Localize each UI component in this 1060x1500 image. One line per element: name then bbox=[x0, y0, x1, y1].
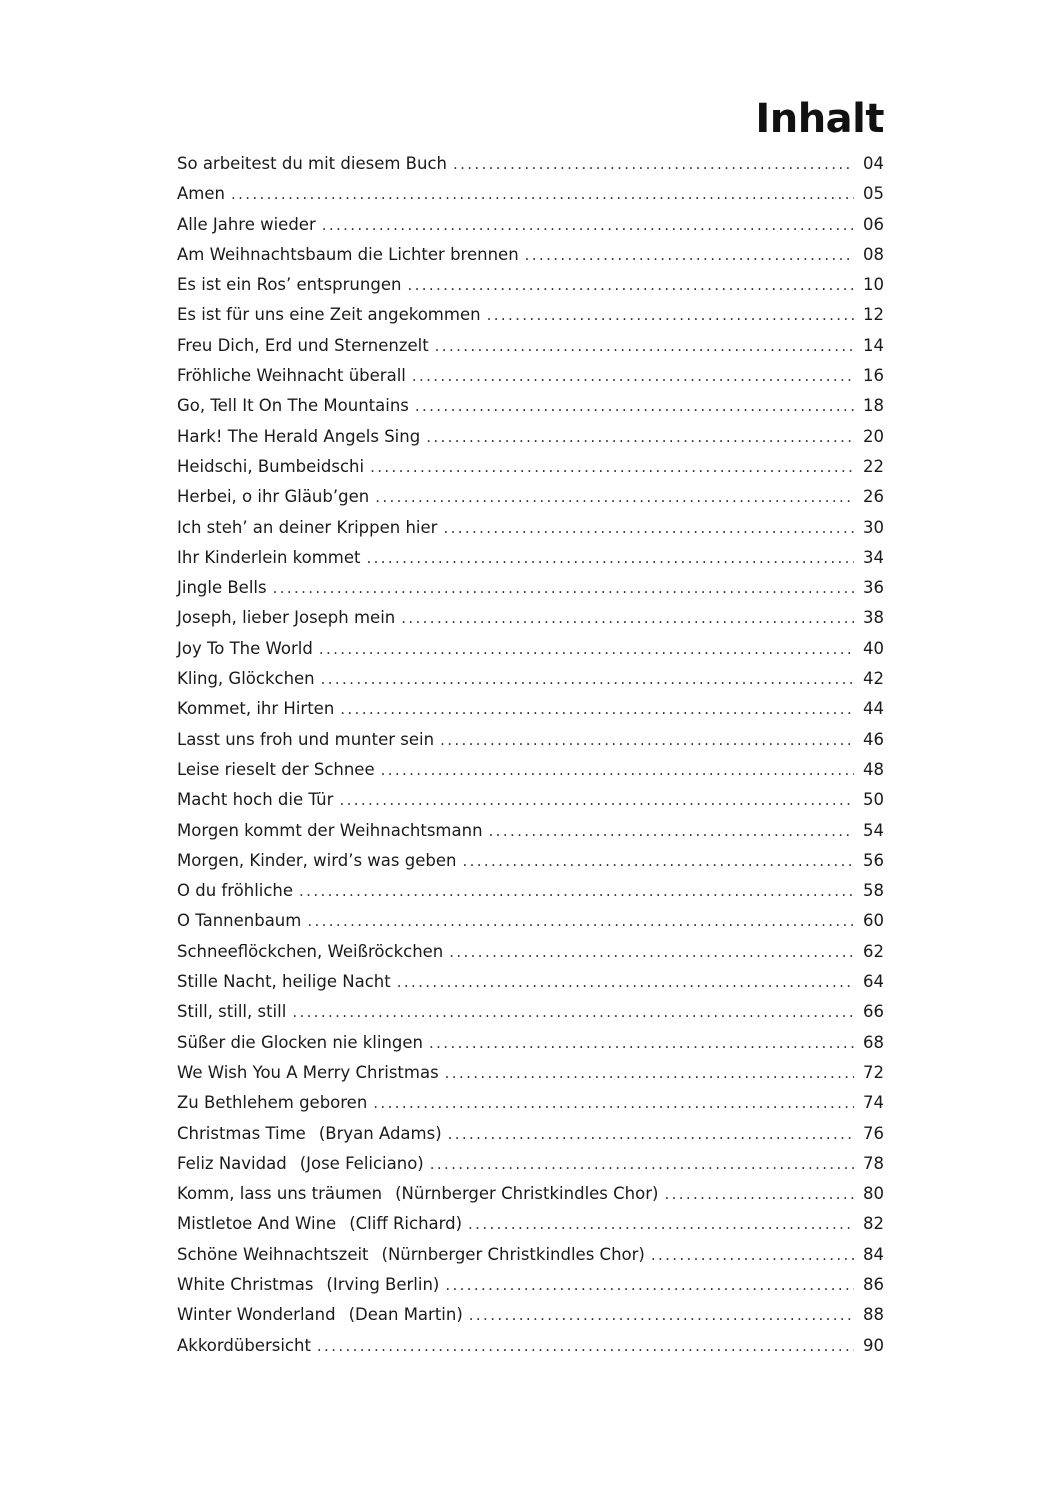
dot-leader bbox=[373, 1088, 854, 1118]
entry-page-number: 34 bbox=[863, 547, 884, 567]
toc-entry bbox=[177, 482, 884, 512]
toc-entry bbox=[177, 846, 884, 876]
entry-page-number: 64 bbox=[863, 972, 884, 992]
entry-page-number: 76 bbox=[863, 1123, 884, 1143]
toc-entry bbox=[177, 300, 884, 330]
dot-leader bbox=[231, 179, 854, 209]
toc-entry bbox=[177, 694, 884, 724]
toc-entry bbox=[177, 876, 884, 906]
toc-entry bbox=[177, 513, 884, 543]
toc-entry bbox=[177, 391, 884, 421]
entry-page-number: 20 bbox=[863, 426, 884, 446]
entry-page-number: 44 bbox=[863, 699, 884, 719]
toc-entry bbox=[177, 240, 884, 270]
entry-artist: (Nürnberger Christkindles Chor) bbox=[381, 1244, 645, 1264]
entry-artist: (Jose Feliciano) bbox=[299, 1153, 424, 1173]
toc-entry bbox=[177, 543, 884, 573]
entry-page-number: 60 bbox=[863, 911, 884, 931]
entry-artist: (Dean Martin) bbox=[348, 1305, 463, 1325]
entry-page-number: 46 bbox=[863, 729, 884, 749]
entry-title: Hark! The Herald Angels Sing bbox=[177, 426, 421, 446]
dot-leader bbox=[370, 452, 854, 482]
toc-entry bbox=[177, 1240, 884, 1270]
entry-title: Morgen kommt der Weihnachtsmann bbox=[177, 820, 483, 840]
entry-title: Kling, Glöckchen bbox=[177, 669, 315, 689]
entry-title: Joseph, lieber Joseph mein bbox=[177, 608, 396, 628]
entry-page-number: 74 bbox=[863, 1093, 884, 1113]
entry-title: Schneeflöckchen, Weißröckchen bbox=[177, 941, 444, 961]
entry-title: We Wish You A Merry Christmas bbox=[177, 1062, 439, 1082]
entry-title: Mistletoe And Wine bbox=[177, 1214, 337, 1234]
entry-page-number: 16 bbox=[863, 366, 884, 386]
entry-title: Zu Bethlehem geboren bbox=[177, 1093, 368, 1113]
toc-entry bbox=[177, 967, 884, 997]
dot-leader bbox=[664, 1179, 854, 1209]
dot-leader bbox=[440, 725, 854, 755]
toc-entry bbox=[177, 1179, 884, 1209]
dot-leader bbox=[401, 603, 854, 633]
entry-title: Es ist für uns eine Zeit angekommen bbox=[177, 305, 481, 325]
entry-page-number: 30 bbox=[863, 517, 884, 537]
entry-title: Es ist ein Ros’ entsprungen bbox=[177, 275, 402, 295]
dot-leader bbox=[317, 1331, 854, 1361]
dot-leader bbox=[340, 694, 854, 724]
toc-entry bbox=[177, 755, 884, 785]
toc-entry bbox=[177, 1300, 884, 1330]
toc-entry bbox=[177, 452, 884, 482]
dot-leader bbox=[462, 846, 854, 876]
toc-entry bbox=[177, 997, 884, 1027]
entry-title: Ihr Kinderlein kommet bbox=[177, 547, 361, 567]
toc-entry bbox=[177, 664, 884, 694]
toc-entry bbox=[177, 210, 884, 240]
dot-leader bbox=[448, 1119, 854, 1149]
entry-page-number: 56 bbox=[863, 850, 884, 870]
entry-title: Komm, lass uns träumen bbox=[177, 1184, 383, 1204]
entry-title: Jingle Bells bbox=[177, 578, 267, 598]
entry-page-number: 58 bbox=[863, 881, 884, 901]
dot-leader bbox=[525, 240, 854, 270]
page-title: Inhalt bbox=[755, 95, 884, 142]
toc-entry bbox=[177, 1058, 884, 1088]
entry-page-number: 38 bbox=[863, 608, 884, 628]
dot-leader bbox=[445, 1270, 854, 1300]
entry-page-number: 84 bbox=[863, 1244, 884, 1264]
toc-entry bbox=[177, 1088, 884, 1118]
dot-leader bbox=[443, 513, 854, 543]
toc-entry bbox=[177, 1209, 884, 1239]
dot-leader bbox=[445, 1058, 854, 1088]
toc-entry bbox=[177, 1149, 884, 1179]
entry-title: Am Weihnachtsbaum die Lichter brennen bbox=[177, 244, 519, 264]
dot-leader bbox=[430, 1149, 854, 1179]
dot-leader bbox=[426, 422, 854, 452]
toc-entry bbox=[177, 634, 884, 664]
dot-leader bbox=[435, 331, 854, 361]
entry-page-number: 80 bbox=[863, 1184, 884, 1204]
entry-page-number: 04 bbox=[863, 154, 884, 173]
entry-title: Ich steh’ an deiner Krippen hier bbox=[177, 517, 438, 537]
toc-entry bbox=[177, 422, 884, 452]
entry-artist: (Bryan Adams) bbox=[318, 1123, 442, 1143]
dot-leader bbox=[319, 634, 854, 664]
entry-title: White Christmas bbox=[177, 1274, 314, 1294]
toc-entry bbox=[177, 179, 884, 209]
dot-leader bbox=[381, 755, 854, 785]
toc-entry bbox=[177, 1119, 884, 1149]
dot-leader bbox=[322, 210, 854, 240]
toc-entry bbox=[177, 785, 884, 815]
dot-leader bbox=[415, 391, 854, 421]
entry-page-number: 26 bbox=[863, 487, 884, 507]
toc-entry bbox=[177, 1270, 884, 1300]
entry-page-number: 62 bbox=[863, 941, 884, 961]
toc-entry bbox=[177, 1331, 884, 1361]
entry-page-number: 08 bbox=[863, 244, 884, 264]
entry-page-number: 48 bbox=[863, 759, 884, 779]
entry-title: O Tannenbaum bbox=[177, 911, 302, 931]
dot-leader bbox=[407, 270, 854, 300]
entry-page-number: 82 bbox=[863, 1214, 884, 1234]
toc-entry bbox=[177, 1028, 884, 1058]
dot-leader bbox=[489, 816, 854, 846]
entry-title: Still, still, still bbox=[177, 1002, 287, 1022]
entry-page-number: 66 bbox=[863, 1002, 884, 1022]
toc-entry bbox=[177, 573, 884, 603]
dot-leader bbox=[299, 876, 854, 906]
toc-entry bbox=[177, 270, 884, 300]
entry-page-number: 10 bbox=[863, 275, 884, 295]
entry-title: Freu Dich, Erd und Sternenzelt bbox=[177, 335, 429, 355]
entry-page-number: 78 bbox=[863, 1153, 884, 1173]
entry-title: O du fröhliche bbox=[177, 881, 294, 901]
entry-title: Christmas Time bbox=[177, 1123, 306, 1143]
toc-entry bbox=[177, 331, 884, 361]
entry-artist: (Nürnberger Christkindles Chor) bbox=[395, 1184, 659, 1204]
toc-entry bbox=[177, 603, 884, 633]
entry-page-number: 72 bbox=[863, 1062, 884, 1082]
entry-title: Go, Tell It On The Mountains bbox=[177, 396, 409, 416]
entry-page-number: 54 bbox=[863, 820, 884, 840]
dot-leader bbox=[307, 906, 854, 936]
entry-title: So arbeitest du mit diesem Buch bbox=[177, 154, 447, 173]
entry-title: Joy To The World bbox=[177, 638, 313, 658]
entry-page-number: 68 bbox=[863, 1032, 884, 1052]
table-of-contents bbox=[177, 149, 884, 1361]
entry-page-number: 12 bbox=[863, 305, 884, 325]
toc-entry bbox=[177, 361, 884, 391]
entry-title: Lasst uns froh und munter sein bbox=[177, 729, 435, 749]
toc-entry bbox=[177, 906, 884, 936]
entry-artist: (Cliff Richard) bbox=[349, 1214, 463, 1234]
dot-leader bbox=[366, 543, 854, 573]
toc-entry bbox=[177, 816, 884, 846]
entry-page-number: 88 bbox=[863, 1305, 884, 1325]
dot-leader bbox=[453, 149, 854, 179]
entry-title: Akkordübersicht bbox=[177, 1335, 311, 1355]
dot-leader bbox=[487, 300, 854, 330]
entry-title: Heidschi, Bumbeidschi bbox=[177, 456, 365, 476]
entry-page-number: 36 bbox=[863, 578, 884, 598]
dot-leader bbox=[292, 997, 854, 1027]
entry-title: Fröhliche Weihnacht überall bbox=[177, 366, 406, 386]
toc-entry bbox=[177, 937, 884, 967]
dot-leader bbox=[375, 482, 854, 512]
entry-page-number: 50 bbox=[863, 790, 884, 810]
entry-title: Winter Wonderland bbox=[177, 1305, 336, 1325]
entry-title: Schöne Weihnachtszeit bbox=[177, 1244, 369, 1264]
dot-leader bbox=[412, 361, 854, 391]
entry-title: Kommet, ihr Hirten bbox=[177, 699, 335, 719]
entry-title: Feliz Navidad bbox=[177, 1153, 287, 1173]
dot-leader bbox=[468, 1209, 854, 1239]
entry-title: Macht hoch die Tür bbox=[177, 790, 334, 810]
dot-leader bbox=[469, 1300, 854, 1330]
entry-title: Leise rieselt der Schnee bbox=[177, 759, 375, 779]
entry-page-number: 22 bbox=[863, 456, 884, 476]
entry-title: Herbei, o ihr Gläub’gen bbox=[177, 487, 370, 507]
entry-title: Morgen, Kinder, wird’s was geben bbox=[177, 850, 457, 870]
entry-page-number: 05 bbox=[863, 184, 884, 204]
entry-title: Alle Jahre wieder bbox=[177, 214, 316, 234]
entry-title: Amen bbox=[177, 184, 225, 204]
entry-page-number: 14 bbox=[863, 335, 884, 355]
dot-leader bbox=[429, 1028, 854, 1058]
entry-title: Stille Nacht, heilige Nacht bbox=[177, 972, 391, 992]
entry-artist: (Irving Berlin) bbox=[326, 1274, 440, 1294]
entry-page-number: 40 bbox=[863, 638, 884, 658]
dot-leader bbox=[273, 573, 854, 603]
entry-page-number: 42 bbox=[863, 669, 884, 689]
entry-page-number: 90 bbox=[863, 1335, 884, 1355]
dot-leader bbox=[339, 785, 854, 815]
entry-page-number: 06 bbox=[863, 214, 884, 234]
entry-page-number: 86 bbox=[863, 1274, 884, 1294]
dot-leader bbox=[397, 967, 854, 997]
entry-page-number: 18 bbox=[863, 396, 884, 416]
toc-entry bbox=[177, 725, 884, 755]
entry-title: Süßer die Glocken nie klingen bbox=[177, 1032, 424, 1052]
dot-leader bbox=[651, 1240, 854, 1270]
dot-leader bbox=[321, 664, 854, 694]
toc-entry bbox=[177, 149, 884, 179]
dot-leader bbox=[449, 937, 854, 967]
